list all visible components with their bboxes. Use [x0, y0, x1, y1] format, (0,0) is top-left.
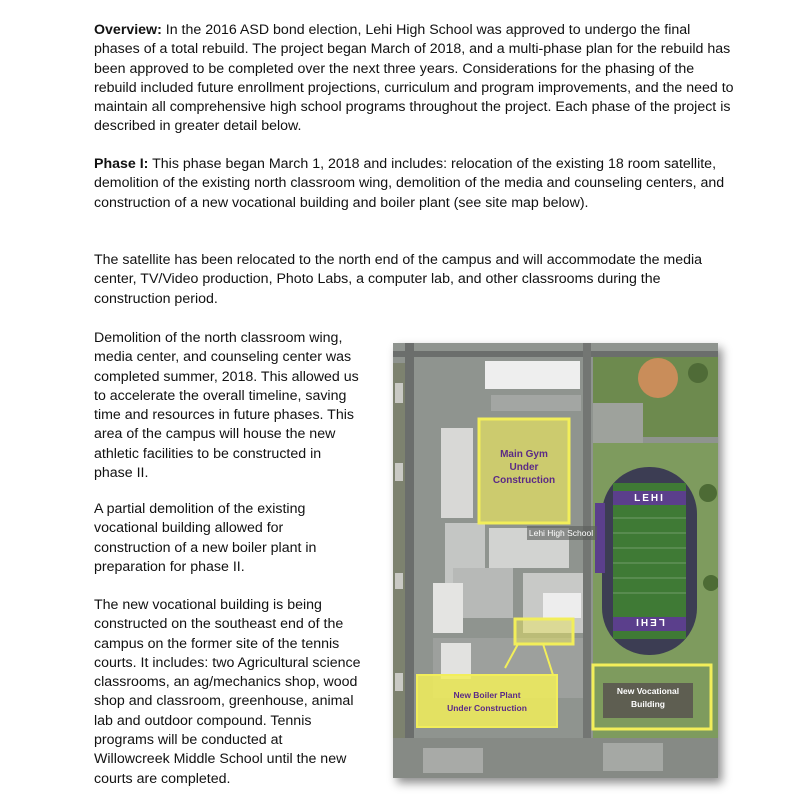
- vocational-label-line1: New Vocational: [616, 686, 680, 696]
- phase1-paragraph: [94, 155, 734, 213]
- overview-paragraph: [94, 21, 734, 137]
- field-text-north: LEHI: [634, 493, 665, 504]
- school-label: Lehi High School: [528, 528, 594, 538]
- field-text-south: LEHI: [634, 616, 665, 627]
- overview-text: In the 2016 ASD bond election, Lehi High School was approved to undergo the final phases of a total rebuild. The project began March of 2018, and a multi-phase plan for the rebuild has been approved to be completed over the next three years. Considerations for the phasing of the rebuild included future enrollment projections, curriculum and program improvements, and the need to maintain all comprehensive high school programs throughout the project. Each phase of the project is described in greater detail below.: [94, 22, 734, 135]
- phase1-text: This phase began March 1, 2018 and includes: relocation of the existing 18 room satellite, demolition of the existing north classroom wing, demolition of the media and counseling centers, and construction of a new vocational building and boiler plant (see site map below).: [94, 156, 725, 211]
- gym-label-line1: Main Gym: [500, 449, 548, 460]
- boiler-label-line2: Under Construction: [447, 703, 527, 713]
- overview-label: Overview:: [94, 22, 162, 38]
- site-map-image: [393, 343, 718, 778]
- vocational-label-line2: Building: [631, 699, 665, 709]
- satellite-paragraph: The satellite has been relocated to the north end of the campus and will accommodate the media center, TV/Video production, Photo Labs, a computer lab, and other classrooms during the construction period.: [94, 252, 703, 307]
- partial-demolition-paragraph: A partial demolition of the existing vocational building allowed for construction of a new boiler plant in preparation for phase II.: [94, 501, 317, 575]
- gym-label-line2: Under: [509, 462, 539, 473]
- site-map: [393, 343, 718, 778]
- boiler-label-line1: New Boiler Plant: [453, 690, 521, 700]
- demolition-paragraph: Demolition of the north classroom wing, media center, and counseling center was completed summer, 2018. This allowed us to accelerate the overall timeline, saving time and resources in future phases. This area of the campus will house the new athletic facilities to be constructed in phase II.: [94, 330, 359, 482]
- phase1-label: Phase I:: [94, 156, 149, 172]
- gym-label-line3: Construction: [492, 475, 556, 486]
- vocational-paragraph: The new vocational building is being constructed on the southeast end of the campus on the former site of the tennis courts. It includes: two Agricultural science classrooms, an ag/mechanics shop, wood shop and classroom, greenhouse, animal lab and outdoor compound. Tennis programs will be conducted at Willowcreek Middle School until the new courts are completed.: [94, 597, 361, 787]
